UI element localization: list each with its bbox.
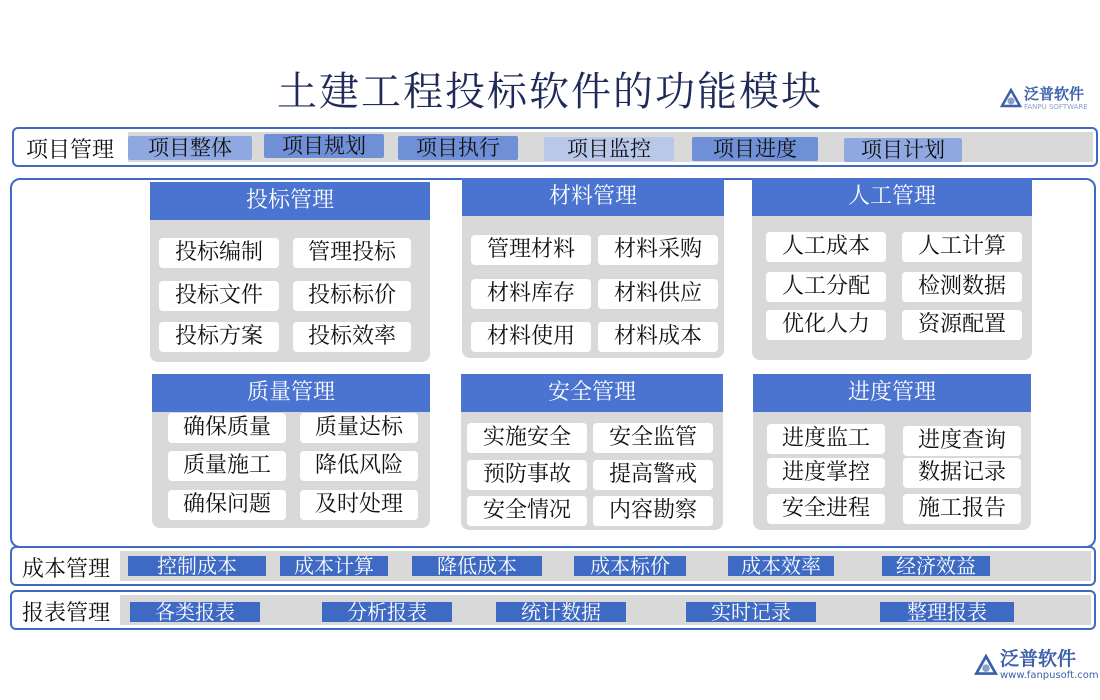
module-item: 质量达标: [300, 413, 418, 443]
module-item: 材料使用: [471, 322, 591, 352]
module-item: 安全进程: [767, 494, 885, 524]
module-card-bidding: [150, 182, 430, 362]
logo-bottom-name: 泛普软件: [1000, 648, 1077, 670]
module-item: 管理投标: [293, 238, 411, 268]
module-item: 及时处理: [300, 490, 418, 520]
module-item: 进度查询: [903, 426, 1021, 456]
project-management-label: 项目管理: [26, 138, 115, 163]
module-item: 资源配置: [902, 310, 1022, 340]
project-management-row: [12, 127, 1098, 167]
module-card-quality: [152, 374, 430, 528]
cost-item: 降低成本: [412, 556, 542, 576]
module-card-safety: [461, 374, 723, 530]
cost-item: 成本计算: [280, 556, 388, 576]
report-management-label: 报表管理: [22, 601, 111, 626]
fanpu-logo-icon: [998, 86, 1024, 112]
cost-management-row: [10, 546, 1096, 586]
module-card-schedule: [753, 374, 1031, 530]
module-item: 施工报告: [903, 494, 1021, 524]
project-item: 项目计划: [844, 138, 962, 162]
module-item: 投标文件: [159, 281, 279, 311]
module-title: 材料管理: [462, 178, 724, 216]
module-title: 安全管理: [461, 374, 723, 412]
module-card-material: [462, 178, 724, 358]
project-item: 项目监控: [544, 137, 674, 161]
module-item: 安全情况: [467, 496, 587, 526]
module-item: 投标标价: [293, 281, 411, 311]
cost-item: 经济效益: [882, 556, 990, 576]
module-item: 质量施工: [168, 451, 286, 481]
fanpu-logo-icon: [972, 652, 1000, 680]
report-item: 统计数据: [496, 602, 626, 622]
module-item: 材料库存: [471, 279, 591, 309]
logo-top-sub: FANPU SOFTWARE: [1024, 103, 1088, 111]
module-item: 人工计算: [902, 232, 1022, 262]
module-item: 预防事故: [467, 460, 587, 490]
module-item: 确保问题: [168, 490, 286, 520]
report-management-row: [10, 590, 1096, 630]
module-title: 投标管理: [150, 182, 430, 220]
module-item: 材料成本: [598, 322, 718, 352]
module-item: 确保质量: [168, 413, 286, 443]
module-item: 安全监管: [593, 423, 713, 453]
module-item: 投标编制: [159, 238, 279, 268]
module-item: 材料采购: [598, 235, 718, 265]
cost-item: 控制成本: [128, 556, 266, 576]
report-item: 分析报表: [322, 602, 452, 622]
cost-item: 成本标价: [574, 556, 686, 576]
module-item: 进度监工: [767, 424, 885, 454]
project-item: 项目执行: [398, 136, 518, 160]
logo-bottom: [972, 650, 1099, 681]
module-item: 内容勘察: [593, 496, 713, 526]
page-title: 土建工程投标软件的功能模块: [277, 69, 823, 115]
module-item: 检测数据: [902, 272, 1022, 302]
module-item: 投标效率: [293, 322, 411, 352]
module-title: 人工管理: [752, 178, 1032, 216]
module-item: 提高警戒: [593, 460, 713, 490]
module-item: 管理材料: [471, 235, 591, 265]
project-item: 项目整体: [128, 136, 252, 160]
logo-bottom-url: www.fanpusoft.com: [1000, 670, 1099, 681]
module-item: 降低风险: [300, 451, 418, 481]
module-card-labor: [752, 178, 1032, 360]
module-item: 材料供应: [598, 279, 718, 309]
report-item: 整理报表: [880, 602, 1014, 622]
module-title: 进度管理: [753, 374, 1031, 412]
cost-management-label: 成本管理: [22, 557, 111, 582]
module-item: 数据记录: [903, 458, 1021, 488]
module-item: 进度掌控: [767, 458, 885, 488]
module-item: 人工分配: [766, 272, 886, 302]
cost-item: 成本效率: [728, 556, 834, 576]
report-item: 各类报表: [130, 602, 260, 622]
module-title: 质量管理: [152, 374, 430, 412]
logo-top-name: 泛普软件: [1024, 85, 1085, 103]
module-item: 投标方案: [159, 322, 279, 352]
report-item: 实时记录: [686, 602, 816, 622]
logo-top: [998, 86, 1088, 112]
module-item: 优化人力: [766, 310, 886, 340]
project-item: 项目规划: [264, 134, 384, 158]
project-item: 项目进度: [692, 137, 818, 161]
module-item: 实施安全: [467, 423, 587, 453]
module-item: 人工成本: [766, 232, 886, 262]
